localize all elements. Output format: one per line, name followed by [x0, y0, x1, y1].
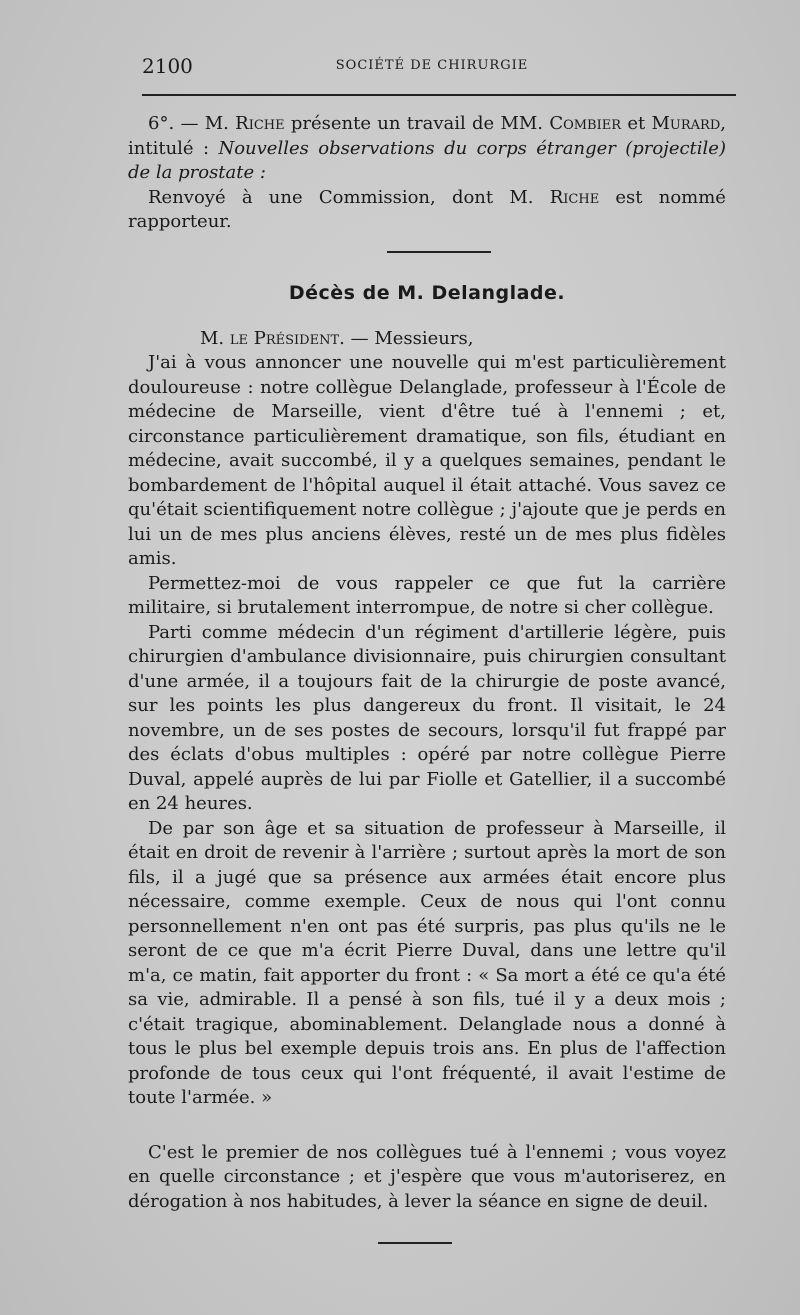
page-body	[128, 112, 726, 1244]
speaker-prefix: M.	[200, 327, 225, 349]
speaker-salutation: — Messieurs,	[350, 327, 474, 349]
author-name: Murard	[651, 113, 721, 134]
body-paragraph: C'est le premier de nos collègues tué à l'ennemi ; vous voyez en quelle circonstance ; et j'espère que vous m'autoriserez, en dérogation à nos habitudes, à lever la séance en signe de deuil.	[128, 1141, 726, 1212]
author-name: Combier	[549, 113, 622, 134]
renvoye-paragraph	[128, 186, 726, 235]
end-separator	[378, 1242, 452, 1244]
renvoye-text: est nommé rapporteur.	[128, 186, 726, 232]
speaker-line	[128, 327, 726, 352]
item-6-paragraph	[128, 112, 726, 186]
conjunction: et	[627, 113, 646, 134]
body-paragraph: J'ai à vous annoncer une nouvelle qui m'est particulièrement douloureuse : notre collègue Delanglade, professeur à l'École de médecine de Marseille, vient d'être tué à l'ennemi ; et, circonstance particulièrement dramatique, son fils, étudiant en médecine, avait succombé, il y a quelques semaines, pendant le bombardement de l'hôpital auquel il était attaché. Vous savez ce qu'était scientifiquement notre collègue ; j'ajoute que je perds en lui un de mes plus anciens élèves, resté un de mes plus fidèles amis.	[128, 352, 726, 569]
page-number: 2100	[142, 54, 193, 78]
body-paragraph: Parti comme médecin d'un régiment d'artillerie légère, puis chirurgien d'ambulance divisionnaire, puis chirurgien consultant d'une armée, il a toujours fait de la chirurgie de poste avancé, sur les points les plus dangereux du front. Il visitait, le 24 novembre, un de ses postes de secours, lorsqu'il fut frappé par des éclats d'obus multiples : opéré par notre collègue Pierre Duval, appelé auprès de lui par Fiolle et Gatellier, il a succombé en 24 heures.	[128, 621, 726, 814]
body-paragraph: Permettez-moi de vous rappeler ce que fut la carrière militaire, si brutalement interrompue, de notre si cher collègue.	[128, 572, 726, 618]
header-rule	[142, 94, 736, 96]
page-header	[142, 54, 722, 80]
section-title: Décès de M. Delanglade.	[288, 281, 566, 304]
speaker-title: le Président.	[229, 327, 345, 349]
work-title: Nouvelles observations du corps étranger (projectile) de la prostate :	[128, 137, 726, 183]
author-name: Riche	[235, 113, 285, 134]
section-separator	[387, 251, 491, 253]
item-6-text: , intitulé :	[128, 113, 726, 159]
item-6-lead: 6°. — M.	[148, 113, 229, 134]
item-6-text: présente un travail de MM.	[290, 113, 544, 134]
body-paragraph: De par son âge et sa situation de professeur à Marseille, il était en droit de revenir à l'arrière ; surtout après la mort de son fils, il a jugé que sa présence aux armées était encore plus nécessaire, comme exemple. Ceux de nous qui l'ont connu personnellement n'en ont pas été surpris, pas plus qu'ils ne le seront de ce que m'a écrit Pierre Duval, dans une lettre qu'il m'a, ce matin, fait apporter du front : « Sa mort a été ce qu'a été sa vie, admirable. Il a pensé à son fils, tué il y a deux mois ; c'était tragique, abominablement. Delanglade nous a donné à tous le plus bel exemple depuis trois ans. En plus de l'affection profonde de tous ceux qui l'ont fréquenté, il avait l'estime de toute l'armée. »	[128, 817, 726, 1108]
renvoye-text: Renvoyé à une Commission, dont M.	[148, 186, 534, 208]
running-title: SOCIÉTÉ DE CHIRURGIE	[335, 58, 529, 73]
author-name: Riche	[549, 186, 600, 208]
